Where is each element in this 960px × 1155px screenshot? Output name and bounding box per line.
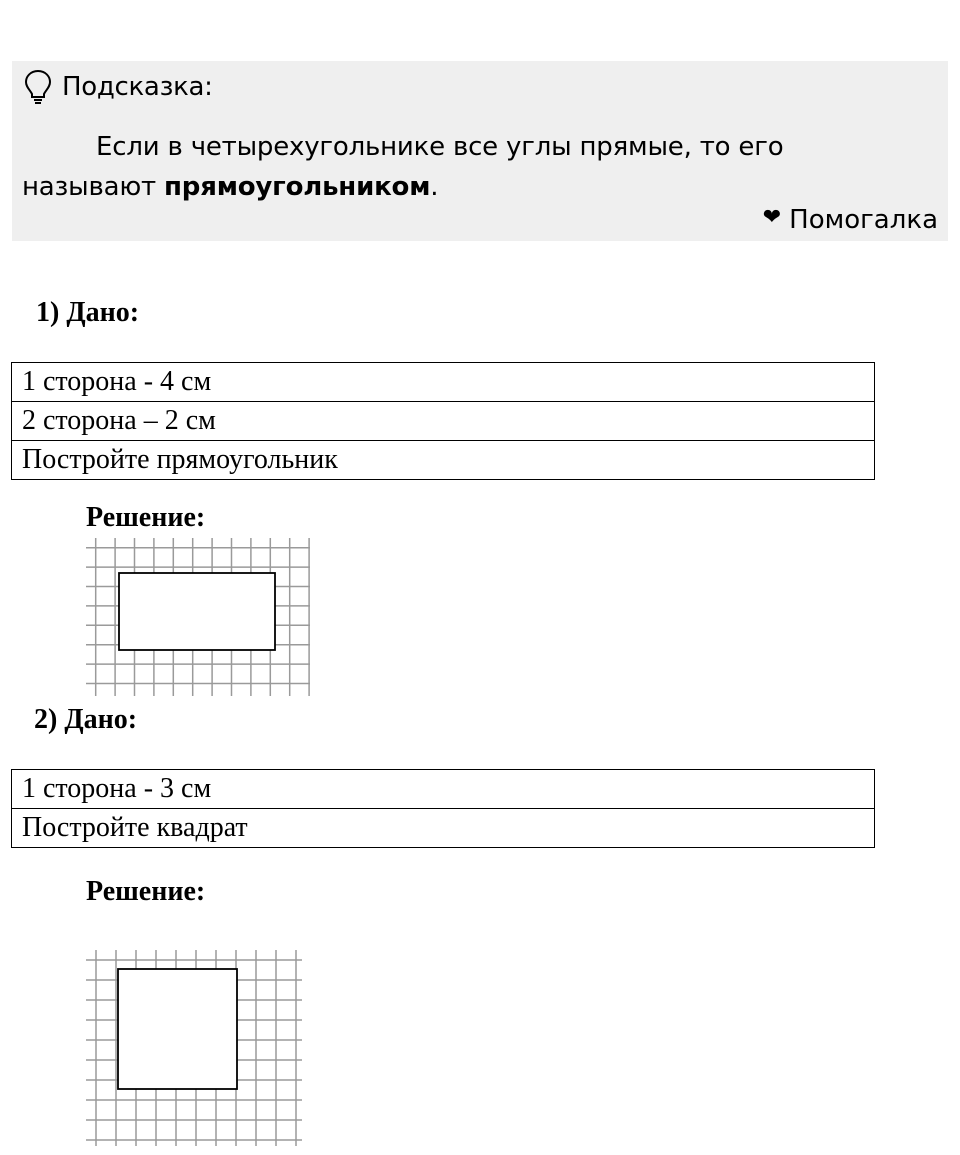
table-row <box>12 402 875 441</box>
task1-rectangle-drawing <box>86 538 310 696</box>
task1-row-2: 2 сторона – 2 см <box>12 402 875 441</box>
task1-table <box>11 362 875 480</box>
table-row <box>12 441 875 480</box>
hint-term: прямоугольником <box>164 172 431 202</box>
hint-text <box>22 127 922 207</box>
hint-text-start: Если в четырехугольнике все углы прямые, то его называют <box>22 132 784 202</box>
task2-row-2: Постройте квадрат <box>12 809 875 848</box>
table-row <box>12 770 875 809</box>
task2-solution-label: Решение: <box>86 876 206 907</box>
hint-text-end: . <box>430 172 439 202</box>
rectangle-shape <box>119 573 275 650</box>
task2-table <box>11 769 875 848</box>
task2-row-1: 1 сторона - 3 см <box>12 770 875 809</box>
lightbulb-icon <box>24 69 52 105</box>
task2-title: 2) Дано: <box>34 704 138 735</box>
task2-square-drawing <box>86 950 302 1146</box>
table-row <box>12 809 875 848</box>
task1-row-3: Постройте прямоугольник <box>12 441 875 480</box>
task1-row-1: 1 сторона - 4 см <box>12 363 875 402</box>
brand-label <box>763 205 938 235</box>
hint-title: Подсказка: <box>62 72 213 102</box>
brand-name: Помогалка <box>789 205 938 235</box>
hint-box <box>12 61 948 241</box>
square-shape <box>118 969 237 1089</box>
task1-solution-label: Решение: <box>86 502 206 533</box>
task1-title: 1) Дано: <box>36 297 140 328</box>
table-row <box>12 363 875 402</box>
hint-header <box>24 69 213 105</box>
heart-icon: ❤ <box>762 204 782 230</box>
